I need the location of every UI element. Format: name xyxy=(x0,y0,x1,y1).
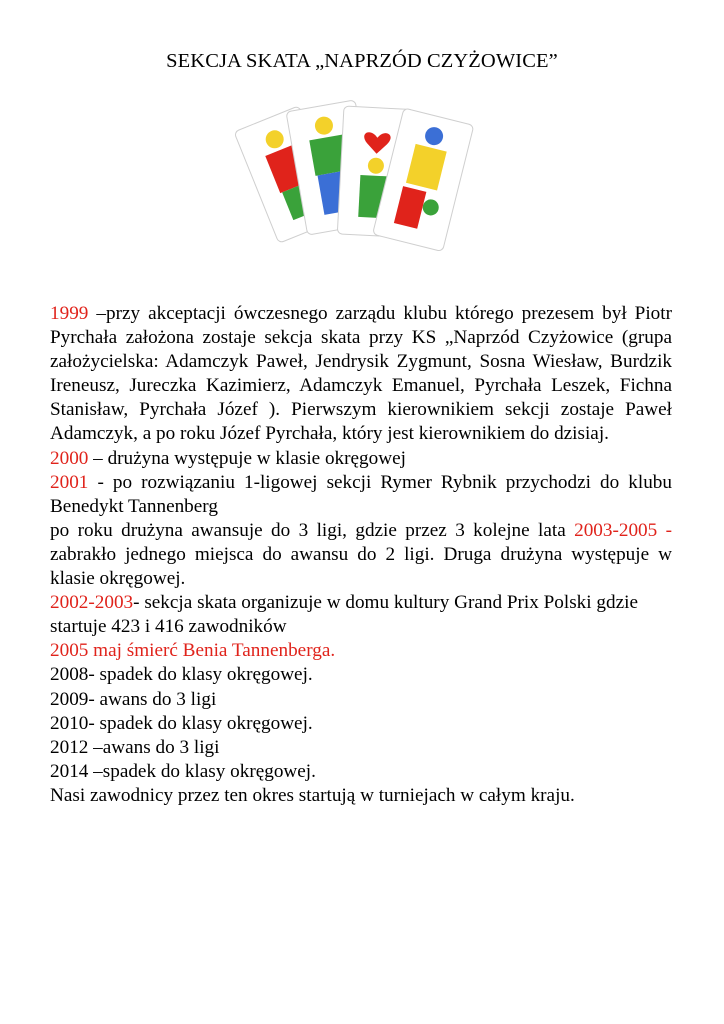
year-label: 2000 xyxy=(50,447,89,469)
playing-cards-image xyxy=(226,92,498,268)
entry-2001 xyxy=(50,471,672,519)
entry-text: - po rozwiązaniu 1-ligowej sekcji Rymer Rybnik przychodzi do klubu Benedykt Tannenberg xyxy=(50,471,672,517)
entry-2005: 2005 maj śmierć Benia Tannenberga. xyxy=(50,640,336,662)
entry-text: po roku drużyna awansuje do 3 ligi, gdzie przez 3 kolejne lata xyxy=(50,519,575,541)
year-label: 2003-2005 - xyxy=(574,519,673,541)
entry-2010: 2010- spadek do klasy okręgowej. xyxy=(50,712,313,734)
entry-2000 xyxy=(50,447,672,471)
entry-2009: 2009- awans do 3 ligi xyxy=(50,688,217,710)
entry-text: –przy akceptacji ówczesnego zarządu klubu którego prezesem był Piotr Pyrchała założona zostaje sekcja skata przy KS „Naprzód Czyżowice (grupa założycielska: Adamczyk Paweł, Jendrysik Zygmunt, Sosna Wiesław, Burdzik Ireneusz, Jureczka Kazimierz, Adamczyk Emanuel, Pyrchała Leszek, Fichna Stanisław, Pyrchała Józef ). Pierwszym kierownikiem sekcji zostaje Paweł Adamczyk, a po roku Józef Pyrchała, który jest kierownikiem do dzisiaj. xyxy=(50,303,672,445)
entry-2008: 2008- spadek do klasy okręgowej. xyxy=(50,664,313,686)
closing-sentence: Nasi zawodnicy przez ten okres startują w turniejach w całym kraju. xyxy=(50,784,575,806)
entry-2014: 2014 –spadek do klasy okręgowej. xyxy=(50,760,316,782)
playing-cards-illustration xyxy=(226,92,498,268)
entry-text: - sekcja skata organizuje w domu kultury Grand Prix Polski gdzie startuje 423 i 416 zawodników xyxy=(50,592,638,638)
page-title: SEKCJA SKATA „NAPRZÓD CZYŻOWICE” xyxy=(166,50,558,72)
entry-text: – drużyna występuje w klasie okręgowej xyxy=(88,447,406,469)
year-label: 2002-2003 xyxy=(50,592,134,614)
entry-1999 xyxy=(50,302,672,447)
year-label: 1999 xyxy=(50,303,89,324)
entry-2003-2005 xyxy=(50,519,672,591)
year-label: 2001 xyxy=(50,471,89,493)
entry-2002-2003 xyxy=(50,591,672,639)
entry-2012: 2012 –awans do 3 ligi xyxy=(50,736,220,758)
entry-text: zabrakło jednego miejsca do awansu do 2 ligi. Druga drużyna występuje w klasie okręgowej. xyxy=(50,543,672,590)
history-text xyxy=(50,302,672,808)
